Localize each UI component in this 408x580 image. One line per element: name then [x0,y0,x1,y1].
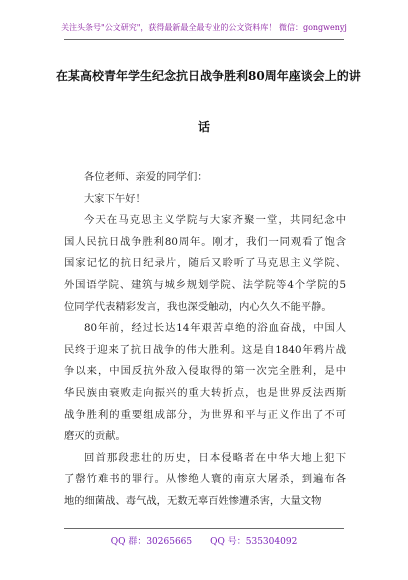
document-body [64,167,346,513]
body-line: 回首那段悲壮的历史，日本侵略者在中华大地上犯下 [84,451,346,464]
body-line: 地的细菌战、毒气战，无数无辜百姓惨遭杀害，大量文物 [64,494,322,507]
footer-contact [0,534,408,547]
document-title: 在某高校青年学生纪念抗日战争胜利80周年座谈会上的讲 [56,69,361,83]
body-line: 位同学代表精彩发言，我也深受触动，内心久久不能平静。 [64,300,332,313]
footer-divider [64,528,344,529]
body-line: 大家下午好！ [84,192,146,205]
header-notice: 关注头条号"公文研究"，获得最新最全最专业的公文资料库！ 微信：gongwenyj [61,23,347,32]
body-line: 争以来，中国反抗外敌入侵取得的第一次完全胜利，是中 [64,365,346,378]
body-line: 外国语学院、建筑与城乡规划学院、法学院等4个学院的5 [64,278,346,291]
body-line: 国人民抗日战争胜利80周年。刚才，我们一同观看了饱含 [64,235,346,248]
body-line: 华民族由衰败走向振兴的重大转折点，也是世界反法西斯 [64,386,346,399]
body-line: 各位老师、亲爱的同学们： [84,171,208,183]
body-line: 国家记忆的抗日纪录片，随后又聆听了马克思主义学院、 [64,257,346,270]
footer-qq-group: QQ 群：30265665 [110,537,193,547]
body-line: 今天在马克思主义学院与大家齐聚一堂，共同纪念中 [84,214,346,227]
body-line: 民终于迎来了抗日战争的伟大胜利。这是自1840年鸦片战 [64,343,346,356]
footer-qq-number: QQ 号：535304092 [210,537,298,547]
body-line: 磨灭的贡献。 [64,430,126,443]
body-line: 80年前，经过长达14年艰苦卓绝的浴血奋战，中国人 [84,322,346,335]
document-title-continuation: 话 [197,120,210,134]
header-divider [64,39,344,40]
body-line: 战争胜利的重要组成部分，为世界和平与正义作出了不可 [64,408,346,421]
body-line: 了罄竹难书的罪行。从惨绝人寰的南京大屠杀，到遍布各 [64,473,346,486]
